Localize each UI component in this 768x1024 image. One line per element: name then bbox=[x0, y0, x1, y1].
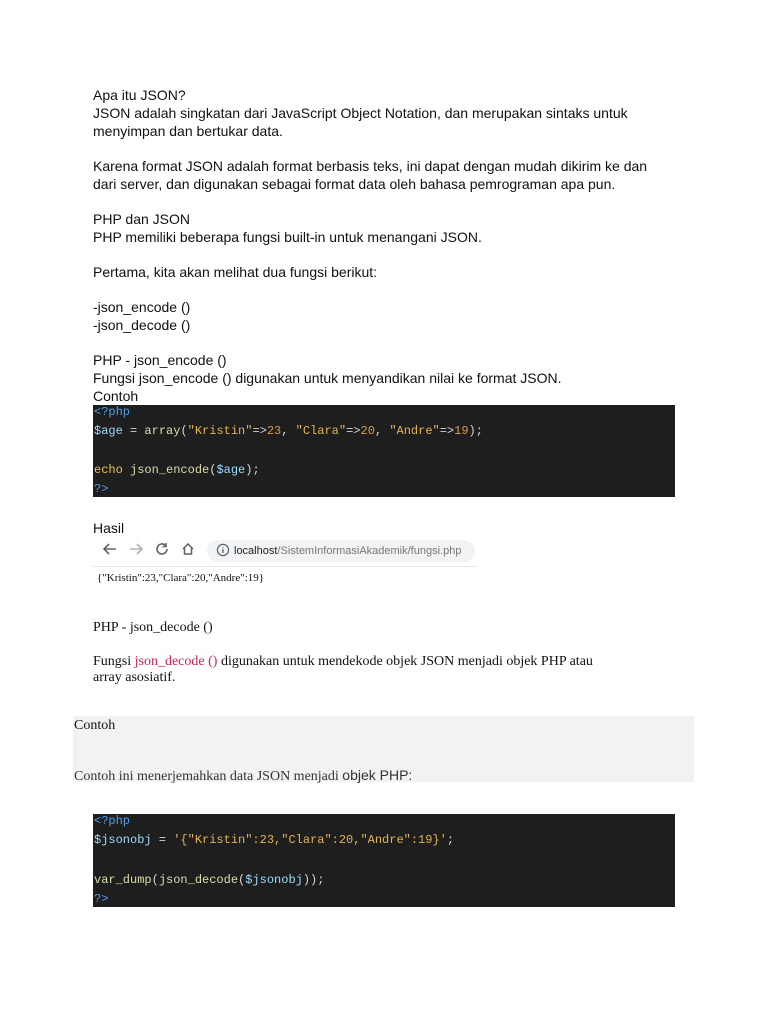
reload-icon[interactable] bbox=[153, 542, 171, 560]
function-item-decode: -json_decode () bbox=[93, 317, 191, 333]
php-close-tag: ?> bbox=[94, 892, 109, 906]
code-arrow: => bbox=[252, 424, 267, 438]
decode-text-pre: Fungsi bbox=[93, 654, 135, 669]
example-box bbox=[73, 716, 694, 782]
code-punct: ( bbox=[238, 873, 246, 887]
php-json-text: PHP memiliki beberapa fungsi built-in untuk menangani JSON. bbox=[93, 229, 482, 245]
heading-php-dan-json: PHP dan JSON bbox=[93, 211, 191, 227]
intro-para2-line-2: dari server, dan digunakan sebagai format data oleh bahasa pemrograman apa pun. bbox=[93, 176, 616, 192]
heading-json-decode: PHP - json_decode () bbox=[93, 620, 213, 635]
first-text: Pertama, kita akan melihat dua fungsi berikut: bbox=[93, 264, 378, 280]
decode-fn-highlight: json_decode () bbox=[134, 654, 218, 669]
code-punct: ( bbox=[151, 873, 159, 887]
code-punct: , bbox=[374, 424, 390, 438]
code-fn: array bbox=[144, 424, 181, 438]
forward-arrow-icon[interactable] bbox=[127, 542, 145, 560]
back-arrow-icon[interactable] bbox=[101, 542, 119, 560]
code-arrow: => bbox=[346, 424, 361, 438]
info-icon[interactable] bbox=[216, 543, 230, 557]
code-var: $age bbox=[216, 463, 246, 477]
code-punct: ); bbox=[245, 463, 260, 477]
code-fn: json_decode bbox=[158, 873, 239, 887]
code-fn: json_encode bbox=[122, 463, 210, 477]
code-block-encode bbox=[93, 405, 675, 497]
heading-apa-itu-json: Apa itu JSON? bbox=[93, 87, 186, 103]
address-bar[interactable] bbox=[207, 540, 475, 562]
url-host: localhost bbox=[234, 545, 278, 557]
code-fn: var_dump bbox=[94, 873, 152, 887]
example-desc-a: Contoh ini menerjemahkan data JSON menjadi bbox=[74, 769, 343, 784]
browser-toolbar bbox=[93, 538, 477, 567]
url-path: /SistemInformasiAkademik/fungsi.php bbox=[277, 545, 462, 557]
code-punct: , bbox=[281, 424, 296, 438]
home-icon[interactable] bbox=[179, 542, 197, 560]
function-item-encode: -json_encode () bbox=[93, 299, 191, 315]
code-punct: ( bbox=[209, 463, 217, 477]
code-line-var-dump bbox=[94, 873, 324, 887]
code-string: '{"Kristin":23,"Clara":20,"Andre":19}' bbox=[173, 833, 447, 847]
heading-json-encode: PHP - json_encode () bbox=[93, 352, 227, 368]
code-var: $jsonobj bbox=[245, 873, 303, 887]
intro-para2-line-1: Karena format JSON adalah format berbasis teks, ini dapat dengan mudah dikirim ke dan bbox=[93, 158, 648, 174]
example-label-encode: Contoh bbox=[93, 388, 139, 404]
php-open-tag: <?php bbox=[94, 405, 131, 419]
decode-text-post: digunakan untuk mendekode objek JSON menjadi objek PHP atau bbox=[217, 654, 593, 669]
code-punct: )); bbox=[302, 873, 325, 887]
code-keyword: echo bbox=[94, 463, 123, 477]
code-punct: ( bbox=[180, 424, 188, 438]
code-string: "Kristin" bbox=[187, 424, 253, 438]
decode-description-line-2: array asosiatif. bbox=[93, 670, 176, 685]
code-line-array bbox=[94, 424, 483, 438]
example-label-decode: Contoh bbox=[74, 718, 116, 733]
encode-description: Fungsi json_encode () digunakan untuk menyandikan nilai ke format JSON. bbox=[93, 370, 562, 386]
example-description bbox=[74, 766, 412, 786]
result-label: Hasil bbox=[93, 520, 125, 536]
code-op: = bbox=[151, 833, 174, 847]
code-block-decode bbox=[93, 814, 675, 907]
php-open-tag: <?php bbox=[94, 814, 131, 828]
code-punct: ); bbox=[468, 424, 483, 438]
code-arrow: => bbox=[439, 424, 455, 438]
code-number: 19 bbox=[454, 424, 469, 438]
code-string: "Andre" bbox=[389, 424, 440, 438]
intro-line-1: JSON adalah singkatan dari JavaScript Object Notation, dan merupakan sintaks untuk bbox=[93, 105, 628, 121]
php-close-tag: ?> bbox=[94, 482, 109, 496]
code-line-jsonobj bbox=[94, 833, 454, 847]
code-number: 20 bbox=[360, 424, 375, 438]
code-punct: ; bbox=[446, 833, 455, 847]
code-line-echo bbox=[94, 463, 260, 477]
code-string: "Clara" bbox=[295, 424, 347, 438]
code-var: $age bbox=[94, 424, 123, 438]
code-op: = bbox=[122, 424, 145, 438]
intro-line-2: menyimpan dan bertukar data. bbox=[93, 123, 283, 139]
example-desc-b: objek PHP: bbox=[342, 767, 413, 783]
code-number: 23 bbox=[266, 424, 282, 438]
json-output: {"Kristin":23,"Clara":20,"Andre":19} bbox=[97, 572, 265, 584]
code-var: $jsonobj bbox=[94, 833, 152, 847]
